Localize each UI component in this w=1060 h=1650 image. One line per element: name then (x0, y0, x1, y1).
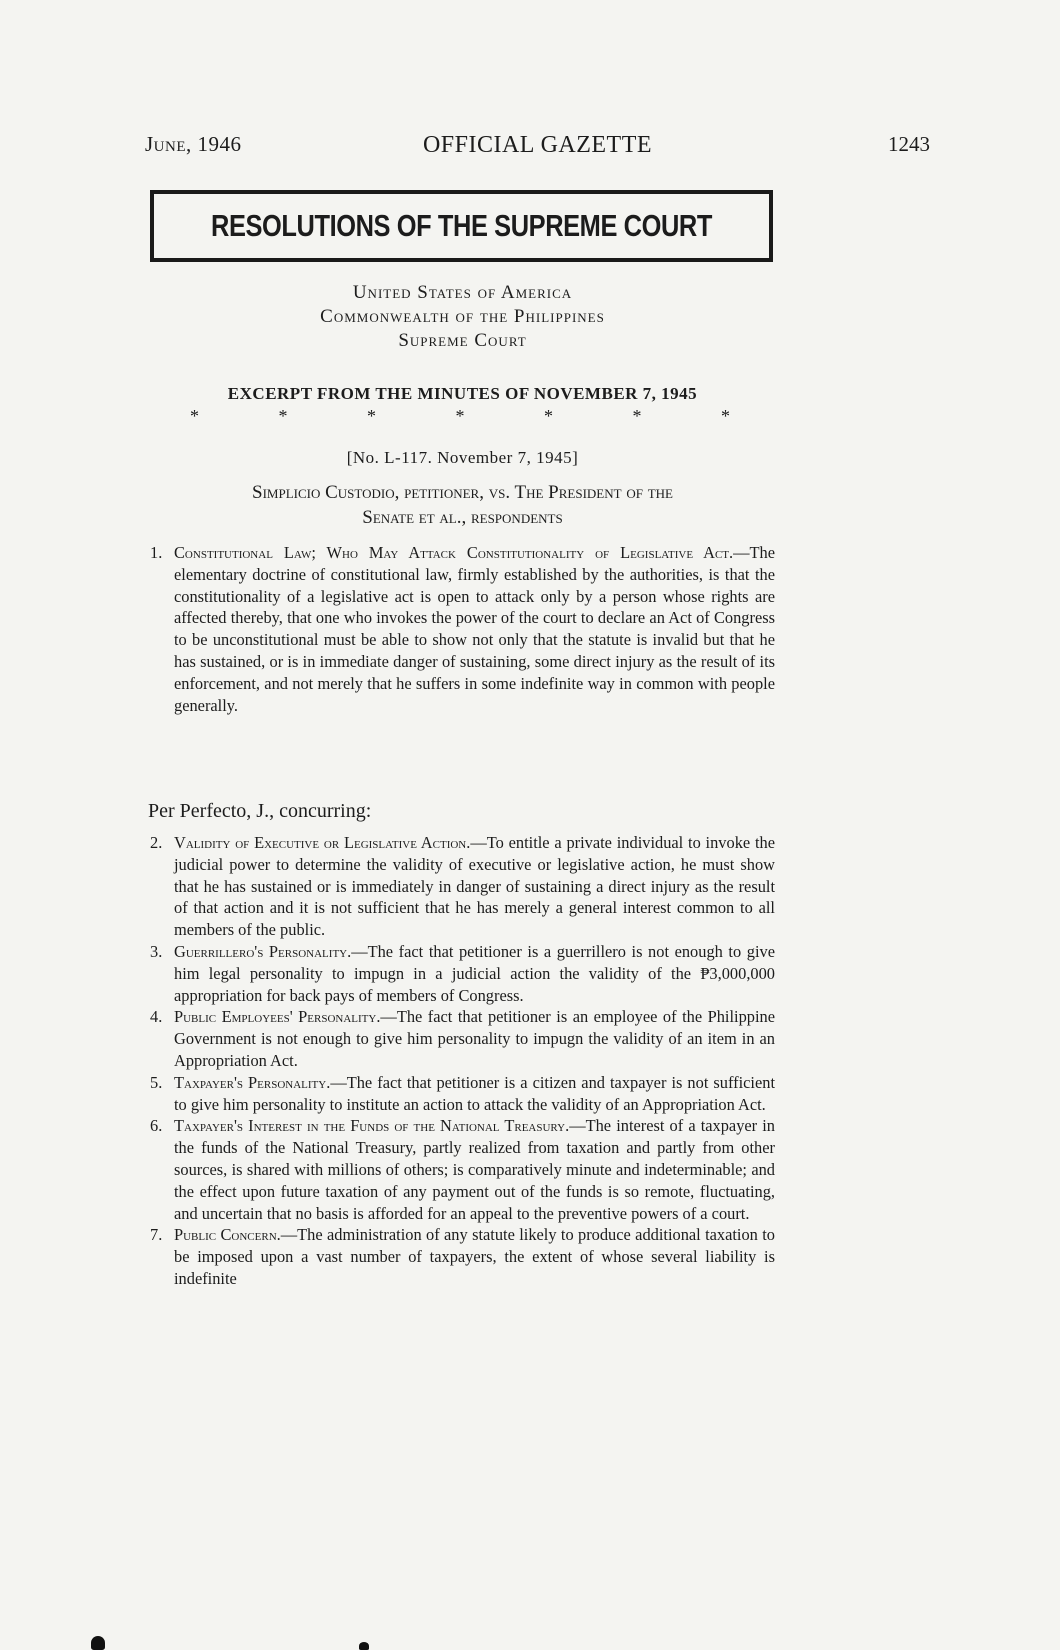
syllabus-body: —The fact that petitioner is an employee of the Philippine Government is not enough to give him personality to impugn the validity of an item in an Appropriation Act. (174, 1007, 775, 1070)
syllabus-item (150, 832, 775, 941)
syllabus-heading: Validity of Executive or Legislative Action. (174, 833, 471, 852)
syllabus-heading: Taxpayer's Interest in the Funds of the National Treasury. (174, 1116, 570, 1136)
parties-line-2: Senate et al., respondents (362, 507, 563, 528)
scan-ink-blot (359, 1642, 369, 1650)
syllabus-body: —To entitle a private individual to invoke the judicial power to determine the validity of executive or legislative action, he must show that he has sustained or is immediately in danger of sustaining a direct injury as the result of that action and it is not sufficient that he has merely a general interest common to all members of the public. (174, 833, 775, 940)
asterisk: * (721, 406, 730, 426)
scan-ink-blot (91, 1636, 105, 1650)
syllabus-number: 2. (150, 833, 163, 852)
asterisk: * (367, 406, 376, 426)
issue-date: June, 1946 (145, 132, 242, 156)
syllabus-heading: Guerrillero's Personality. (174, 941, 352, 961)
case-number: [No. L-117. November 7, 1945] (346, 448, 579, 467)
page-number: 1243 (888, 132, 930, 156)
case-parties (150, 480, 775, 530)
concurring-label: Per Perfecto, J., concurring: (148, 800, 372, 822)
syllabus-heading: Taxpayer's Personality. (174, 1072, 331, 1092)
syllabus-heading: Public Concern. (174, 1225, 281, 1245)
syllabus-number: 4. (150, 1007, 163, 1027)
syllabus-number: 6. (150, 1116, 163, 1136)
running-head (145, 132, 930, 162)
syllabus-heading: Constitutional Law; Who May Attack Constitutionality of Legislative Act. (174, 543, 734, 562)
syllabus-body: —The fact that petitioner is a guerrillero is not enough to give him legal personality to impugn in a judicial action the validity of the ₱3,000,000 appropriation for back pays of members of Congress. (174, 941, 775, 1005)
caption-line-3: Supreme Court (398, 330, 527, 351)
asterisk: * (278, 406, 288, 426)
asterisk: * (632, 406, 642, 426)
syllabus-item (150, 1006, 775, 1071)
syllabus-number: 3. (150, 941, 163, 961)
section-title: RESOLUTIONS OF THE SUPREME COURT (211, 208, 712, 243)
caption-line-1: United States of America (352, 282, 573, 303)
syllabus-number: 1. (150, 543, 163, 562)
minutes-excerpt-heading: EXCERPT FROM THE MINUTES OF NOVEMBER 7, 1945 (227, 384, 698, 403)
syllabus-item (150, 1072, 775, 1116)
asterisk: * (544, 406, 553, 426)
asterisk-separator (190, 406, 730, 427)
syllabus-item (150, 1115, 775, 1224)
syllabus-body: —The administration of any statute likely to produce additional taxation to be imposed upon a vast number of taxpayers, the extent of whose several liability is indefinite (174, 1225, 775, 1288)
syllabus-item (150, 1224, 775, 1289)
syllabus-main (150, 542, 775, 716)
syllabus-body: —The elementary doctrine of constitutional law, firmly established by the authorities, is that the constitutionality of a legislative act is open to attack only by a person whose rights are affected thereby, that one who invokes the power of the court to declare an Act of Congress to be unconstitutional must be able to show not only that the statute is invalid but that he has sustained, or is in immediate danger of sustaining, some direct injury as the result of its enforcement, and not merely that he suffers in some indefinite way in common with people generally. (174, 543, 775, 715)
syllabus-item (150, 941, 775, 1006)
asterisk: * (190, 406, 199, 426)
syllabus-item (150, 542, 775, 716)
syllabus-body: —The interest of a taxpayer in the funds of the National Treasury, partly realized from taxation and partly from other sources, is shared with millions of others; is comparatively minute and indeterminable; and the effect upon future taxation of any payment out of the funds is so remote, fluctuating, and uncertain that no basis is afforded for an appeal to the preventive powers of a court. (174, 1116, 775, 1223)
syllabus-concurring (150, 832, 775, 1290)
section-title-box (150, 190, 773, 262)
syllabus-heading: Public Employees' Personality. (174, 1007, 381, 1027)
syllabus-body: —The fact that petitioner is a citizen and taxpayer is not sufficient to give him personality to institute an action to attack the validity of an Appropriation Act. (174, 1072, 776, 1114)
publication-title: OFFICIAL GAZETTE (422, 132, 653, 158)
syllabus-number: 5. (150, 1072, 163, 1092)
syllabus-number: 7. (150, 1225, 163, 1245)
asterisk: * (455, 406, 465, 426)
caption-line-2: Commonwealth of the Philippines (320, 306, 605, 327)
parties-line-1: Simplicio Custodio, petitioner, vs. The President of the (252, 482, 673, 503)
